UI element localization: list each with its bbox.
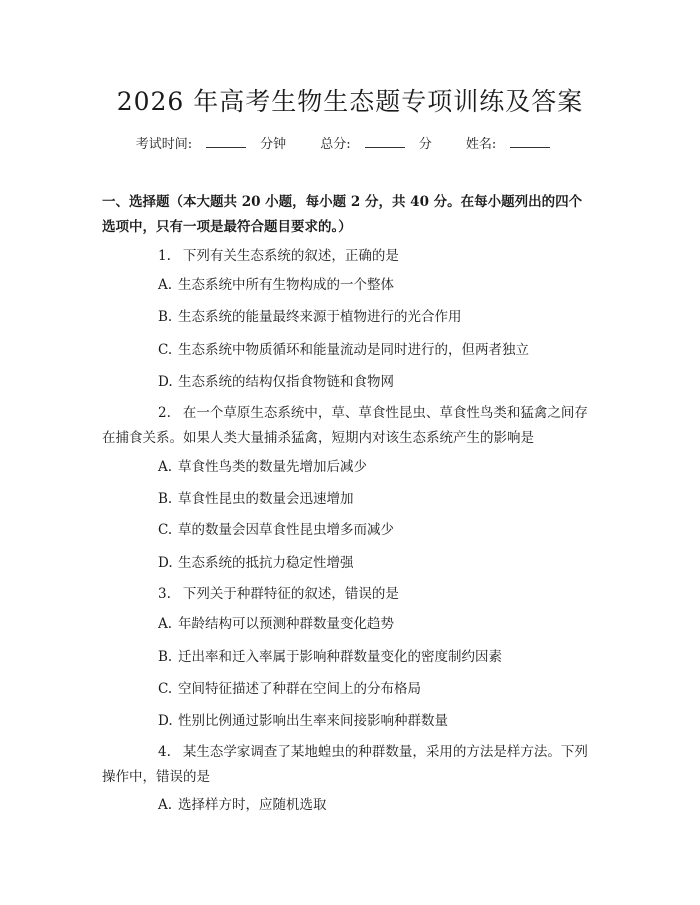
section-heading: 一、选择题（本大题共 20 小题，每小题 2 分，共 40 分。在每小题列出的四个选项中，只有一项是最符合题目要求的。） [102,194,583,235]
option-2a [158,457,367,477]
question-2 [102,401,594,451]
question-number: 4. [158,744,171,760]
option-2c [158,520,394,540]
question-4 [102,740,594,790]
time-blank [206,135,246,148]
option-letter: C. [158,681,173,697]
option-text: 生态系统中所有生物构成的一个整体 [178,277,394,293]
option-3c [158,679,421,699]
option-letter: C. [158,522,173,538]
option-3b [158,647,502,667]
score-blank [365,135,405,148]
option-letter: C. [158,342,173,358]
name-label: 姓名: [465,137,497,152]
option-letter: D. [158,713,173,729]
question-stem: 在一个草原生态系统中，草、草食性昆虫、草食性鸟类和猛禽之间存在捕食关系。如果人类大量捕杀猛禽，短期内对该生态系统产生的影响是 [102,405,588,446]
score-unit: 分 [418,137,432,152]
option-1d [158,372,394,392]
option-letter: B. [158,309,173,325]
option-letter: A. [158,616,173,632]
time-label: 考试时间: [135,137,193,152]
option-text: 性别比例通过影响出生率来间接影响种群数量 [178,713,448,729]
option-text: 迁出率和迁入率属于影响种群数量变化的密度制约因素 [178,649,502,665]
option-text: 生态系统中物质循环和能量流动是同时进行的，但两者独立 [178,342,529,358]
name-blank [510,135,550,148]
question-3 [102,582,594,607]
option-letter: A. [158,797,173,813]
question-stem: 下列关于种群特征的叙述，错误的是 [182,586,399,602]
option-letter: A. [158,277,173,293]
exam-score [320,137,431,152]
document-title: 2026 年高考生物生态题专项训练及答案 [116,87,584,116]
option-text: 草的数量会因草食性昆虫增多而减少 [178,522,394,538]
option-2d [158,553,354,573]
option-text: 生态系统的结构仅指食物链和食物网 [178,374,394,390]
question-1 [102,244,594,269]
question-stem: 某生态学家调查了某地蝗虫的种群数量，采用的方法是样方法。下列操作中，错误的是 [102,744,588,785]
option-text: 年龄结构可以预测种群数量变化趋势 [178,616,394,632]
question-number: 2. [158,405,171,421]
option-letter: D. [158,374,173,390]
option-3a [158,614,394,634]
option-text: 空间特征描述了种群在空间上的分布格局 [178,681,421,697]
time-unit: 分钟 [260,137,287,152]
exam-time [136,137,286,152]
option-letter: B. [158,649,173,665]
option-1a [158,275,394,295]
option-text: 草食性昆虫的数量会迅速增加 [178,491,354,507]
score-label: 总分: [320,137,351,152]
option-letter: B. [158,491,173,507]
option-letter: D. [158,555,173,571]
option-4a [158,795,327,815]
option-3d [158,711,448,731]
option-1b [158,307,462,327]
question-number: 3. [158,586,171,602]
question-number: 1. [158,248,171,264]
exam-info-line [0,133,700,152]
option-1c [158,340,529,360]
option-letter: A. [158,459,173,475]
option-text: 选择样方时，应随机选取 [178,797,327,813]
question-stem: 下列有关生态系统的叙述，正确的是 [182,248,399,264]
option-text: 草食性鸟类的数量先增加后减少 [178,459,367,475]
option-2b [158,489,354,509]
option-text: 生态系统的抵抗力稳定性增强 [178,555,354,571]
exam-name [466,137,564,152]
option-text: 生态系统的能量最终来源于植物进行的光合作用 [178,309,462,325]
